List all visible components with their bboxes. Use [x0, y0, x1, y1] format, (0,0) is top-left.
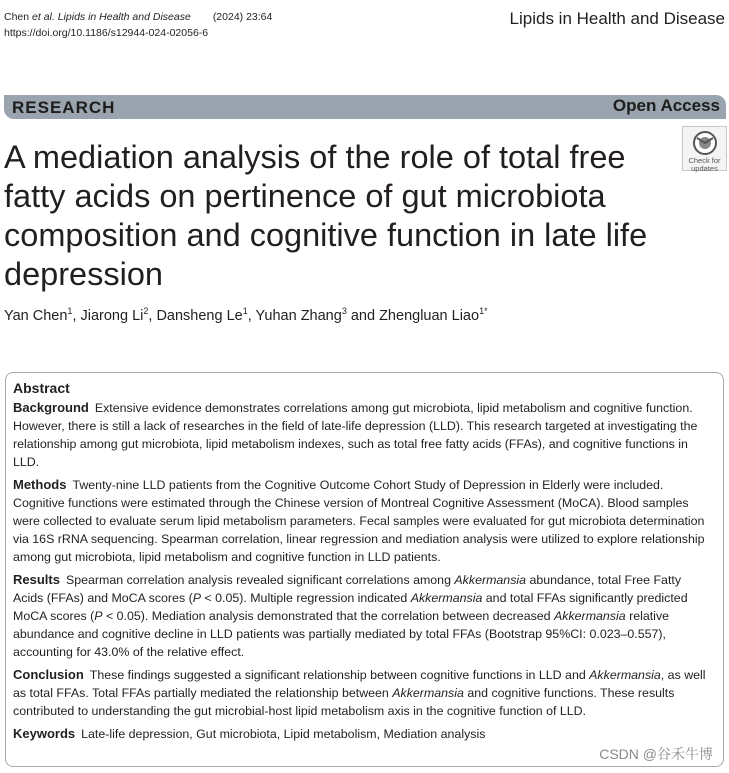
conclusion-label: Conclusion: [13, 667, 84, 682]
conclusion-taxon: Akkermansia: [392, 686, 464, 700]
keywords-text: Late-life depression, Gut microbiota, Lipid metabolism, Mediation analysis: [81, 727, 486, 741]
author-separator: ,: [148, 307, 157, 324]
abstract-background: [13, 399, 713, 471]
author-name[interactable]: Yan Chen: [4, 307, 68, 324]
results-text: < 0.05). Mediation analysis demonstrated that the correlation between decreased: [102, 609, 555, 623]
citation-et-al: et al.: [32, 11, 55, 23]
journal-name: Lipids in Health and Disease: [509, 9, 725, 28]
results-taxon: Akkermansia: [410, 591, 483, 605]
results-label: Results: [13, 572, 60, 587]
results-p-symbol: P: [94, 609, 103, 623]
check-for-updates-button[interactable]: [682, 126, 727, 171]
citation-journal: Lipids in Health and Disease: [57, 11, 191, 23]
article-title: A mediation analysis of the role of total free fatty acids on pertinence of gut microbiota composition and cognitive function in late life depression: [4, 139, 648, 292]
author-affiliation: 1*: [479, 306, 488, 316]
section-label: RESEARCH: [12, 98, 116, 117]
background-label: Background: [13, 400, 89, 415]
citation-authors: Chen: [4, 11, 33, 23]
citation-year: (2024) 23:64: [212, 11, 273, 23]
check-updates-icon: [692, 130, 718, 156]
conclusion-text: and cognitive functions. These results contributed to understanding the gut microbial-host lipid metabolism axis in the cognitive function of LLD.: [13, 686, 675, 718]
check-updates-line2: updates: [691, 164, 718, 173]
author-affiliation: 1: [242, 306, 248, 316]
author-separator: ,: [247, 307, 256, 324]
author-affiliation: 2: [143, 306, 149, 316]
open-access-label: Open Access: [612, 96, 720, 115]
methods-text: Twenty-nine LLD patients from the Cognitive Outcome Cohort Study of Depression in Elderly were included. Cognitive functions were estimated through the Chinese version of Montreal Cognitive Assessment (MoCA). Blood samples were collected to evaluate serum lipid metabolism parameters. Fecal samples were evaluated for gut microbiota determination via 16S rRNA sequencing. Spearman correlation, linear regression and mediation analysis were utilized to explore relationship among gut microbiota, lipid metabolism and cognitive function in LLD patients.: [13, 478, 705, 564]
author-name[interactable]: Yuhan Zhang: [255, 307, 342, 324]
abstract-conclusion: [13, 666, 713, 720]
abstract-methods: [13, 476, 713, 566]
abstract-results: [13, 571, 713, 661]
conclusion-text: , as well as total FFAs. Total FFAs partially mediated the relationship between: [13, 668, 706, 700]
author-name[interactable]: Zhengluan Liao: [379, 307, 480, 324]
citation-block: [4, 9, 272, 41]
abstract-keywords: [13, 725, 713, 743]
author-list: [4, 306, 488, 324]
conclusion-taxon: Akkermansia: [589, 668, 661, 682]
watermark: CSDN @谷禾牛博: [599, 746, 713, 762]
author-name[interactable]: Jiarong Li: [80, 307, 144, 324]
section-banner: [4, 95, 726, 119]
author-affiliation: 3: [341, 306, 347, 316]
citation-line: [4, 9, 272, 25]
results-text: Spearman correlation analysis revealed significant correlations among: [65, 573, 455, 587]
results-text: < 0.05). Multiple regression indicated: [200, 591, 411, 605]
background-text: Extensive evidence demonstrates correlations among gut microbiota, lipid metabolism and cognitive function. However, there is still a lack of researches in the field of late-life depression (LLD). This research targeted at investigating the relationship among gut microbiota, lipid metabolism indexes, such as total free fatty acids (FFAs), and cognitive functions in LLD.: [13, 401, 698, 469]
methods-label: Methods: [13, 477, 67, 492]
doi-link[interactable]: https://doi.org/10.1186/s12944-024-02056-6: [4, 27, 209, 39]
results-p-symbol: P: [192, 591, 201, 605]
author-separator: ,: [72, 307, 81, 324]
results-taxon: Akkermansia: [554, 609, 626, 623]
abstract-heading: Abstract: [13, 380, 70, 396]
results-text: relative abundance and cognitive decline in LLD patients was partially mediated by total FFAs (Bootstrap 95%CI: 0.023–0.557), accounting for 43.0% of the relative effect.: [13, 609, 670, 659]
author-name[interactable]: Dansheng Le: [156, 307, 243, 324]
check-updates-line1: Check for: [688, 156, 721, 165]
keywords-label: Keywords: [13, 726, 76, 741]
author-affiliation: 1: [67, 306, 73, 316]
abstract-box: [5, 372, 724, 767]
results-text: abundance, total Free Fatty Acids (FFAs) and MoCA scores (: [13, 573, 682, 605]
author-separator: and: [346, 307, 380, 324]
results-text: and total FFAs significantly predicted MoCA scores (: [13, 591, 688, 623]
results-taxon: Akkermansia: [454, 573, 527, 587]
conclusion-text: These findings suggested a significant relationship between cognitive functions in LLD and: [89, 668, 590, 682]
